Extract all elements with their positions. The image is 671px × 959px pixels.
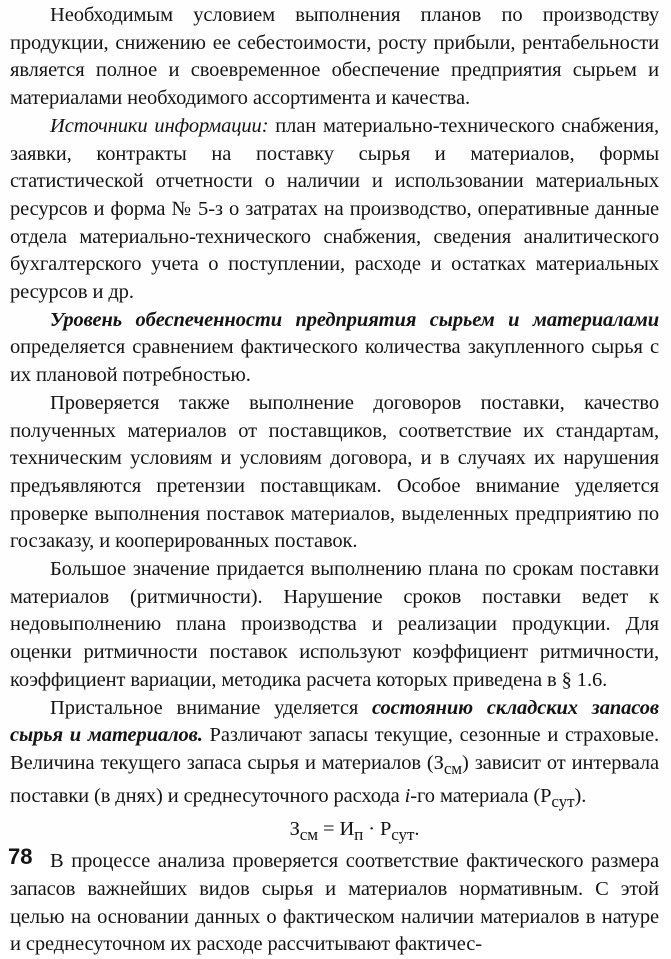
paragraph-text: ) зависит от интервала поставки (в днях) и среднесуточного расхода — [10, 751, 659, 807]
formula-part: З — [289, 817, 300, 840]
paragraph-text: В процессе анализа проверяется соответствие фактического размера запасов важнейших видов сырья и материалов нормативным. С этой целью на основании данных о фактическом наличии материалов в натуре и среднесуточном их расходе рассчитывают фактичес- — [10, 850, 659, 956]
paragraph-text: Необходимым условием выполнения планов по производству продукции, снижению ее себестоимости, росту прибыли, рентабельности является полное и своевременное обеспечение предприятия сырьем и материалами необходимого ассортимента и качества. — [10, 4, 659, 110]
paragraph-text: -го материала (Р — [410, 784, 552, 807]
paragraph-text: Проверяется также выполнение договоров поставки, качество полученных материалов от поставщиков, соответствие их стандартам, техническим условиям и условиям договора, и в случаях их нарушения предъявляются претензии поставщикам. Особое внимание уделяется проверке выполнения поставок материалов, выделенных предприятию по госзаказу, и кооперированных поставок. — [10, 391, 659, 553]
paragraph-text: Большое значение придается выполнению плана по срокам поставки материалов (ритмичности). Нарушение сроков поставки ведет к недовыполнению плана производства и реализации продукции. Для оценки ритмичности поставок используют коэффициент ритмичности, коэффициент вариации, методика расчета которых приведена в § 1.6. — [10, 558, 659, 691]
paragraph-text: определяется сравнением фактического количества закупленного сырья с их плановой потребностью. — [10, 336, 659, 387]
term-stock-state: состоянию складских запасов сырья и материалов. — [10, 696, 659, 747]
subscript-sm: см — [443, 759, 463, 779]
formula-part: . — [414, 817, 420, 840]
formula-part: · Р — [363, 817, 392, 840]
paragraph-information-sources — [10, 113, 659, 307]
variable-i: i — [404, 784, 411, 807]
term-supply-level: Уровень обеспеченности предприятия сырьем и материалами — [50, 308, 659, 331]
page-number: 78 — [8, 844, 33, 869]
paragraph-stock-state — [10, 695, 659, 816]
paragraph-text: план материально-технического снабжения, заявки, контракты на поставку сырья и материалов, формы статистической отчетности о наличии и использовании материальных ресурсов и форма № 5-з о затратах на производство, оперативные данные отдела материально-технического снабжения, сведения аналитического бухгалтерского учета о поступлении, расходе и остатках материальных ресурсов и др. — [10, 114, 659, 304]
paragraph-text: Пристальное внимание уделяется — [50, 696, 373, 719]
subscript-sut: сут — [551, 791, 575, 811]
paragraph-contract-check — [10, 390, 659, 556]
formula-subscript: п — [354, 824, 364, 844]
paragraph-analysis — [8, 844, 659, 959]
formula-subscript: сут — [391, 824, 415, 844]
page-body — [10, 2, 659, 959]
paragraph-supply-level — [10, 307, 659, 390]
term-information-sources: Источники информации: — [50, 114, 269, 137]
paragraph-supply-condition — [10, 2, 659, 113]
paragraph-rhythmicity — [10, 556, 659, 695]
paragraph-text: ). — [574, 784, 587, 807]
paragraph-text: Различают запасы текущие, сезонные и страховые. Величина текущего запаса сырья и материалов (З — [10, 724, 660, 774]
formula-subscript: см — [299, 824, 318, 844]
formula-current-stock — [10, 816, 659, 849]
formula-part: = И — [317, 817, 355, 840]
